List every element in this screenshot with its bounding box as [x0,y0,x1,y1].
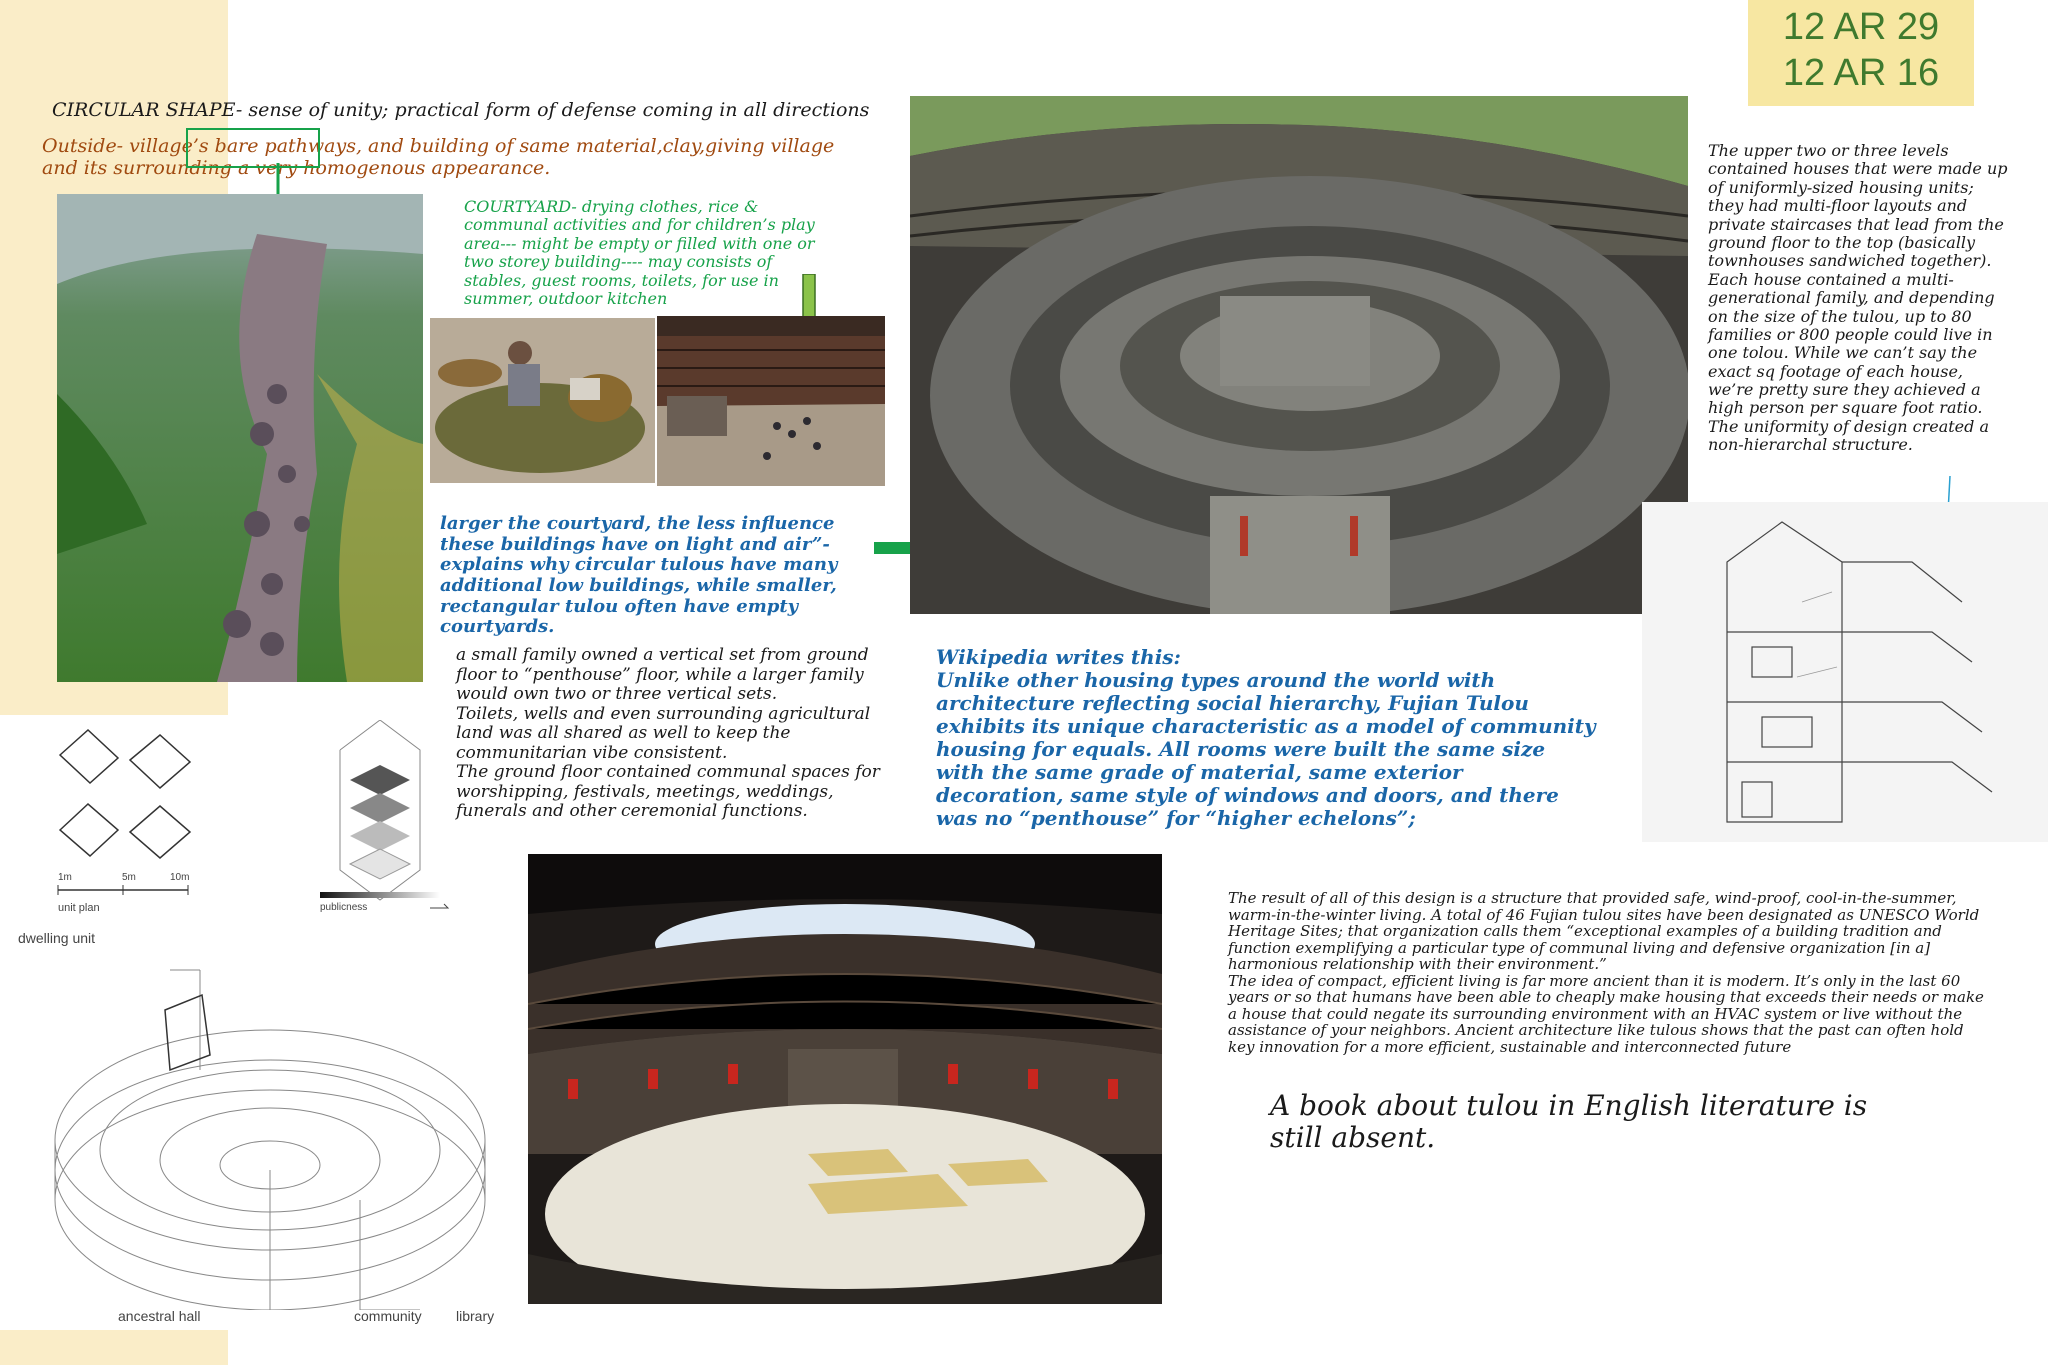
book-absence-text: A book about tulou in English literature is still absent. [1270,1089,1868,1155]
outside-village-text: Outside- village’s bare pathways, and building of same material,clay,giving village and its surrounding a very homogenous appearance. [42,135,835,179]
courtyard-interior-photo [657,316,885,486]
scale-label-10m: 10m [170,872,190,883]
tulou-interior-photo [528,854,1162,1304]
community-label: community [354,1308,422,1324]
drying-rice-photo [430,318,655,483]
library-label: library [456,1308,495,1324]
aerial-village-photo [57,194,423,682]
courtyard-text: COURTYARD- drying clothes, rice & communal activities and for children’s play area--- might be empty or filled with one or two storey building---- may consists of stables, guest rooms, toilets, for use in summer, outdoor kitchen [464,197,815,308]
result-text: The result of all of this design is a structure that provided safe, wind-proof, cool-in-the-summer, warm-in-the-winter living. A total of 46 Fujian tulou sites have been designated as UNESCO World Heritage Sites; that organization calls them “exceptional examples of a building tradition and function exemplifying a particular type of communal living and defensive organization [in a] harmonious relationship with their environment.” The idea of compact, efficient living is far more ancient than it is modern. It’s only in the last 60 years or so that humans have been able to cheaply make housing that exceeds their needs or make a house that could negate its surrounding environment with an HVAC system or live without the assistance of your neighbors. Ancient architecture like tulous shows that the past can often hold key innovation for a more efficient, sustainable and interconnected future [1228,889,1984,1056]
tulou-aerial-photo [910,96,1688,614]
scale-label-1m: 1m [58,872,72,883]
course-code-2: 12 AR 16 [1782,52,1940,94]
circular-shape-text: CIRCULAR SHAPE- sense of unity; practical form of defense coming in all directions [52,99,870,121]
scale-label-5m: 5m [122,872,136,883]
dwelling-unit-label: dwelling unit [18,930,96,946]
publicness-stack-diagram [320,720,460,920]
course-code-tag [1748,0,1974,106]
publicness-label: publicness [320,902,368,913]
ancestral-hall-label: ancestral hall [118,1308,201,1324]
upper-levels-text: The upper two or three levels contained houses that were made up of uniformly-sized housing units; they had multi-floor layouts and private staircases that lead from the ground floor to the top (basically townhouses sandwiched together). Each house contained a multi-generational family, and depending on the size of the tulou, up to 80 families or 800 people could live in one tolou. While we can’t say the exact sq footage of each house, we’re pretty sure they achieved a high person per square foot ratio. The uniformity of design created a non-hierarchal structure. [1708,141,2008,455]
house-section-diagram [1642,502,2048,842]
unit-plan-label: unit plan [58,902,100,914]
course-code-1: 12 AR 29 [1782,6,1940,48]
courtyard-quote: larger the courtyard, the less influence these buildings have on light and air”- explains why circular tulous have many additional low buildings, while smaller, rectangular tulou often have empty courtyards. [440,513,838,638]
left-cream-strip-bottom [0,1330,228,1365]
wikipedia-quote: Wikipedia writes this: Unlike other housing types around the world with architecture reflecting social hierarchy, Fujian Tulou exhibits its unique characteristic as a model of community housing for equals. All rooms were built the same size with the same grade of material, same exterior decoration, same style of windows and doors, and there was no “penthouse” for “higher echelons”; [936,645,1596,830]
tulou-axonometric-diagram [30,940,500,1310]
pathway-highlight-box [186,128,320,168]
family-ownership-text: a small family owned a vertical set from ground floor to “penthouse” floor, while a larger family would own two or three vertical sets. Toilets, wells and even surrounding agricultural land was all shared as well to keep the communitarian vibe consistent. The ground floor contained communal spaces for worshipping, festivals, meetings, weddings, funerals and other ceremonial functions. [456,645,880,822]
